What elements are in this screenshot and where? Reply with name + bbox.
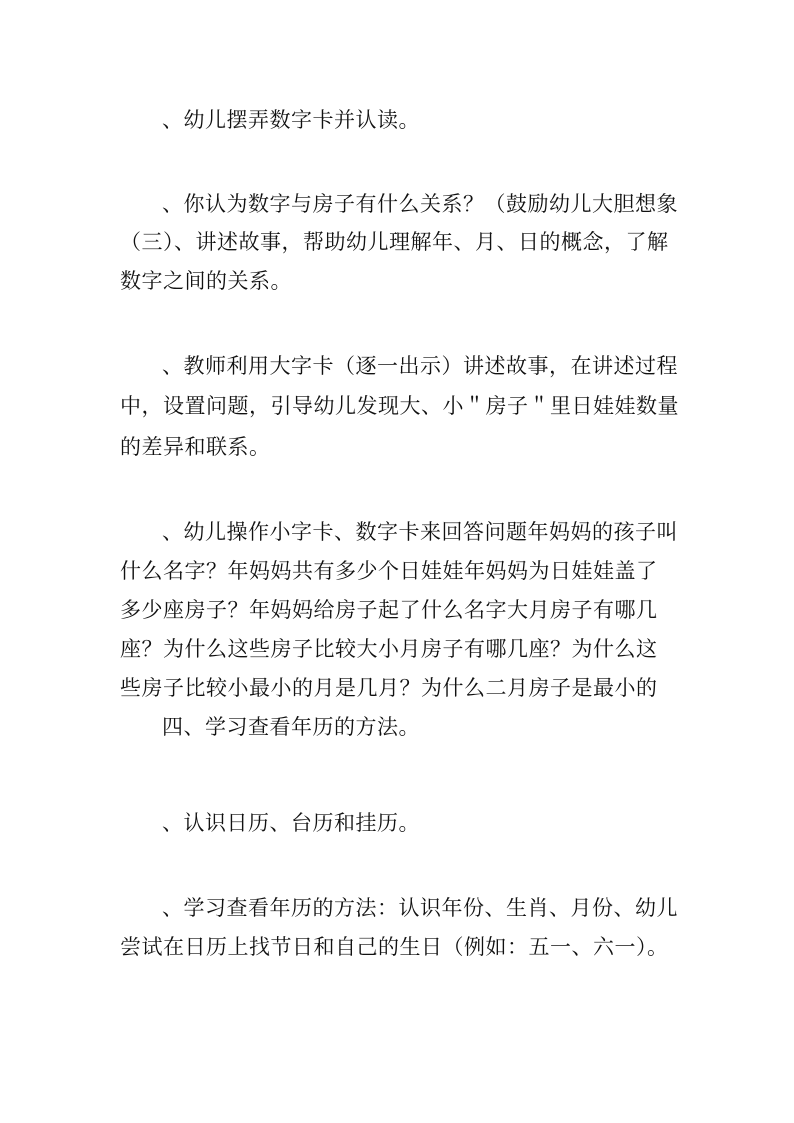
paragraph-line: 什么名字？年妈妈共有多少个日娃娃年妈妈为日娃娃盖了 xyxy=(120,559,658,583)
paragraph-line: 座？为什么这些房子比较大小月房子有哪几座？为什么这 xyxy=(120,637,658,661)
paragraph-line: （三）、讲述故事，帮助幼儿理解年、月、日的概念，了解 xyxy=(120,230,669,254)
paragraph-line: 些房子比较小最小的月是几月？为什么二月房子是最小的 xyxy=(120,676,658,700)
paragraph-line: 中，设置问题，引导幼儿发现大、小＂房子＂里日娃娃数量 xyxy=(120,394,679,418)
paragraph-line: 的差异和联系。 xyxy=(120,435,271,459)
paragraph-line: 数字之间的关系。 xyxy=(120,269,292,293)
paragraph-line: 、教师利用大字卡（逐一出示）讲述故事，在讲述过程 xyxy=(162,354,678,378)
paragraph-line: 尝试在日历上找节日和自己的生日（例如：五一、六一）。 xyxy=(120,935,669,959)
paragraph-line: 多少座房子？年妈妈给房子起了什么名字大月房子有哪几 xyxy=(120,598,658,622)
paragraph-line: 、你认为数字与房子有什么关系？（鼓励幼儿大胆想象 xyxy=(162,192,678,216)
paragraph-line: 、学习查看年历的方法：认识年份、生肖、月份、幼儿 xyxy=(162,896,678,920)
paragraph-line: 、幼儿操作小字卡、数字卡来回答问题年妈妈的孩子叫 xyxy=(162,520,678,544)
paragraph-line: 、幼儿摆弄数字卡并认读。 xyxy=(162,108,420,132)
paragraph-line: 四、学习查看年历的方法。 xyxy=(162,715,420,739)
paragraph-line: 、认识日历、台历和挂历。 xyxy=(162,811,420,835)
